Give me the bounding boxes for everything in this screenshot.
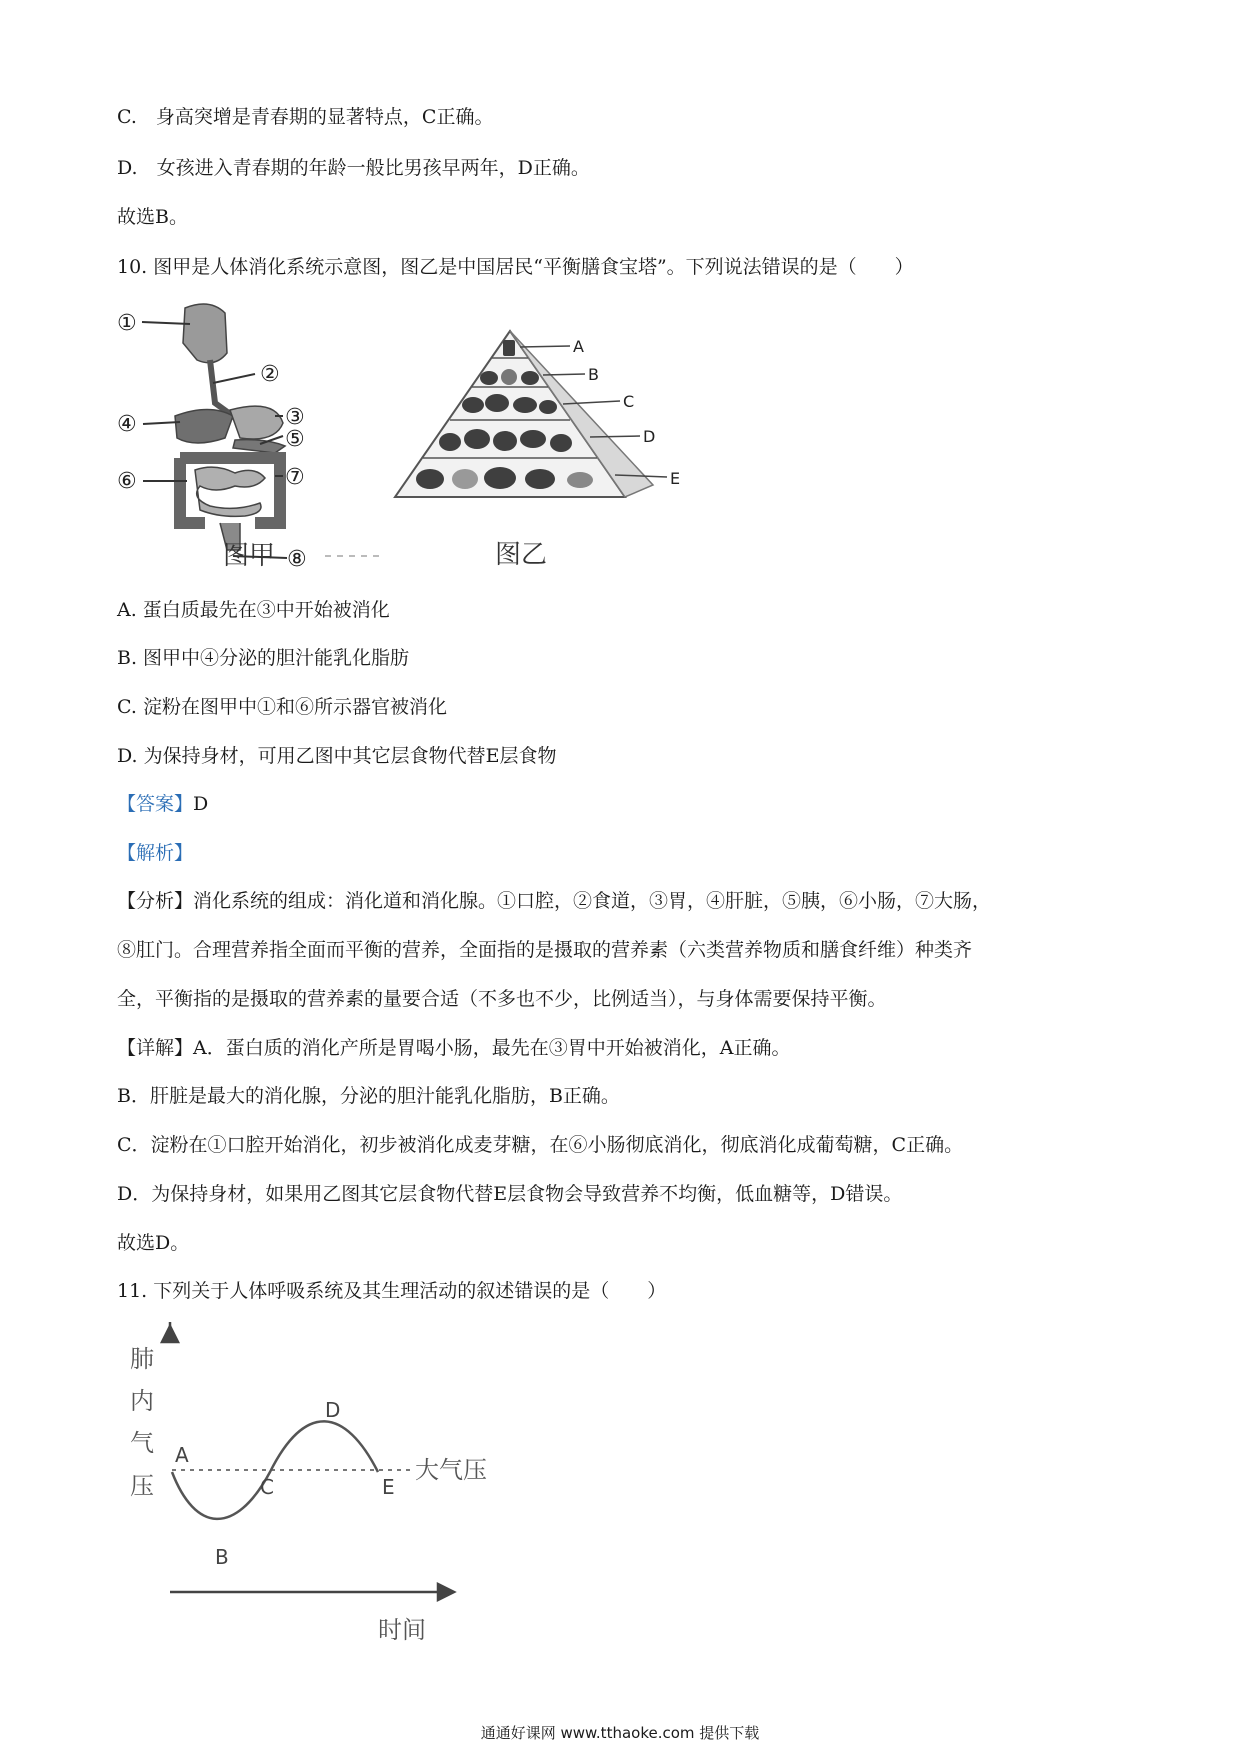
analysis-line-2: ⑧肛门。合理营养指全面而平衡的营养，全面指的是摄取的营养素（六类营养物质和膳食纤维）种类齐 xyxy=(117,939,973,961)
point-d: D xyxy=(325,1398,341,1422)
ylabel-char-4: 压 xyxy=(130,1472,154,1500)
prev-option-d: D. 女孩进入青春期的年龄一般比男孩早两年，D正确。 xyxy=(117,157,590,179)
answer-value: D xyxy=(193,793,209,815)
q10-choose: 故选D。 xyxy=(117,1232,190,1254)
q10-stem: 10. 图甲是人体消化系统示意图，图乙是中国居民“平衡膳食宝塔”。下列说法错误的是（ ） xyxy=(117,256,914,278)
ylabel-char-3: 气 xyxy=(130,1429,154,1457)
pyramid-label-e: E xyxy=(670,469,681,488)
prev-choose: 故选B。 xyxy=(117,206,188,228)
prev-option-c: C. 身高突增是青春期的显著特点，C正确。 xyxy=(117,106,494,128)
q10-answer-line xyxy=(117,791,208,817)
detail-line-3: C．淀粉在①口腔开始消化，初步被消化成麦芽糖，在⑥小肠彻底消化，彻底消化成葡萄糖，C正确。 xyxy=(117,1134,964,1156)
xlabel: 时间 xyxy=(378,1616,426,1644)
analysis-line-1: 【分析】消化系统的组成：消化道和消化腺。①口腔，②食道，③胃，④肝脏，⑤胰，⑥小肠，⑦大肠， xyxy=(117,890,992,912)
pyramid-label-d: D xyxy=(643,427,656,446)
q10-option-b: B. 图甲中④分泌的胆汁能乳化脂肪 xyxy=(117,647,410,669)
detail-line-2: B．肝脏是最大的消化腺，分泌的胆汁能乳化脂肪，B正确。 xyxy=(117,1085,620,1107)
label-1: ① xyxy=(117,311,137,336)
ylabel-char-2: 内 xyxy=(130,1387,154,1415)
label-3: ③ xyxy=(285,405,305,430)
pyramid-label-a: A xyxy=(573,337,584,356)
label-2: ② xyxy=(260,362,280,387)
lung-pressure-graph xyxy=(120,1322,540,1644)
label-5: ⑤ xyxy=(285,427,305,452)
q10-option-c: C. 淀粉在图甲中①和⑥所示器官被消化 xyxy=(117,696,447,718)
explain-tag: 【解析】 xyxy=(117,842,194,864)
point-c: C xyxy=(260,1475,274,1499)
point-e: E xyxy=(382,1475,395,1499)
analysis-line-3: 全，平衡指的是摄取的营养素的量要合适（不多也不少，比例适当），与身体需要保持平衡。 xyxy=(117,988,887,1010)
food-pyramid-figure xyxy=(385,325,705,575)
label-7: ⑦ xyxy=(285,465,305,490)
detail-line-4: D．为保持身材，如果用乙图其它层食物代替E层食物会导致营养不均衡，低血糖等，D错误。 xyxy=(117,1183,903,1205)
answer-tag: 【答案】 xyxy=(117,793,194,815)
q10-option-d: D. 为保持身材，可用乙图中其它层食物代替E层食物 xyxy=(117,745,557,767)
ylabel-char-1: 肺 xyxy=(130,1345,154,1373)
label-8: ⑧ xyxy=(287,547,307,572)
detail-line-1: 【详解】A．蛋白质的消化产所是胃喝小肠，最先在③胃中开始被消化，A正确。 xyxy=(117,1037,791,1059)
pyramid-label-c: C xyxy=(623,392,635,411)
atmos-label: 大气压 xyxy=(415,1456,487,1484)
pyramid-label-b: B xyxy=(588,365,599,384)
label-4: ④ xyxy=(117,412,137,437)
label-6: ⑥ xyxy=(117,469,137,494)
q11-stem: 11. 下列关于人体呼吸系统及其生理活动的叙述错误的是（ ） xyxy=(117,1280,667,1302)
page-footer: 通通好课网 www.tthaoke.com 提供下载 xyxy=(480,1724,760,1742)
point-a: A xyxy=(175,1443,189,1467)
figure-yi-caption: 图乙 xyxy=(495,540,548,570)
q10-option-a: A. 蛋白质最先在③中开始被消化 xyxy=(117,599,390,621)
figure-jia-caption: 图甲 xyxy=(223,541,276,571)
point-b: B xyxy=(215,1545,229,1569)
digestive-system-figure xyxy=(115,298,385,573)
